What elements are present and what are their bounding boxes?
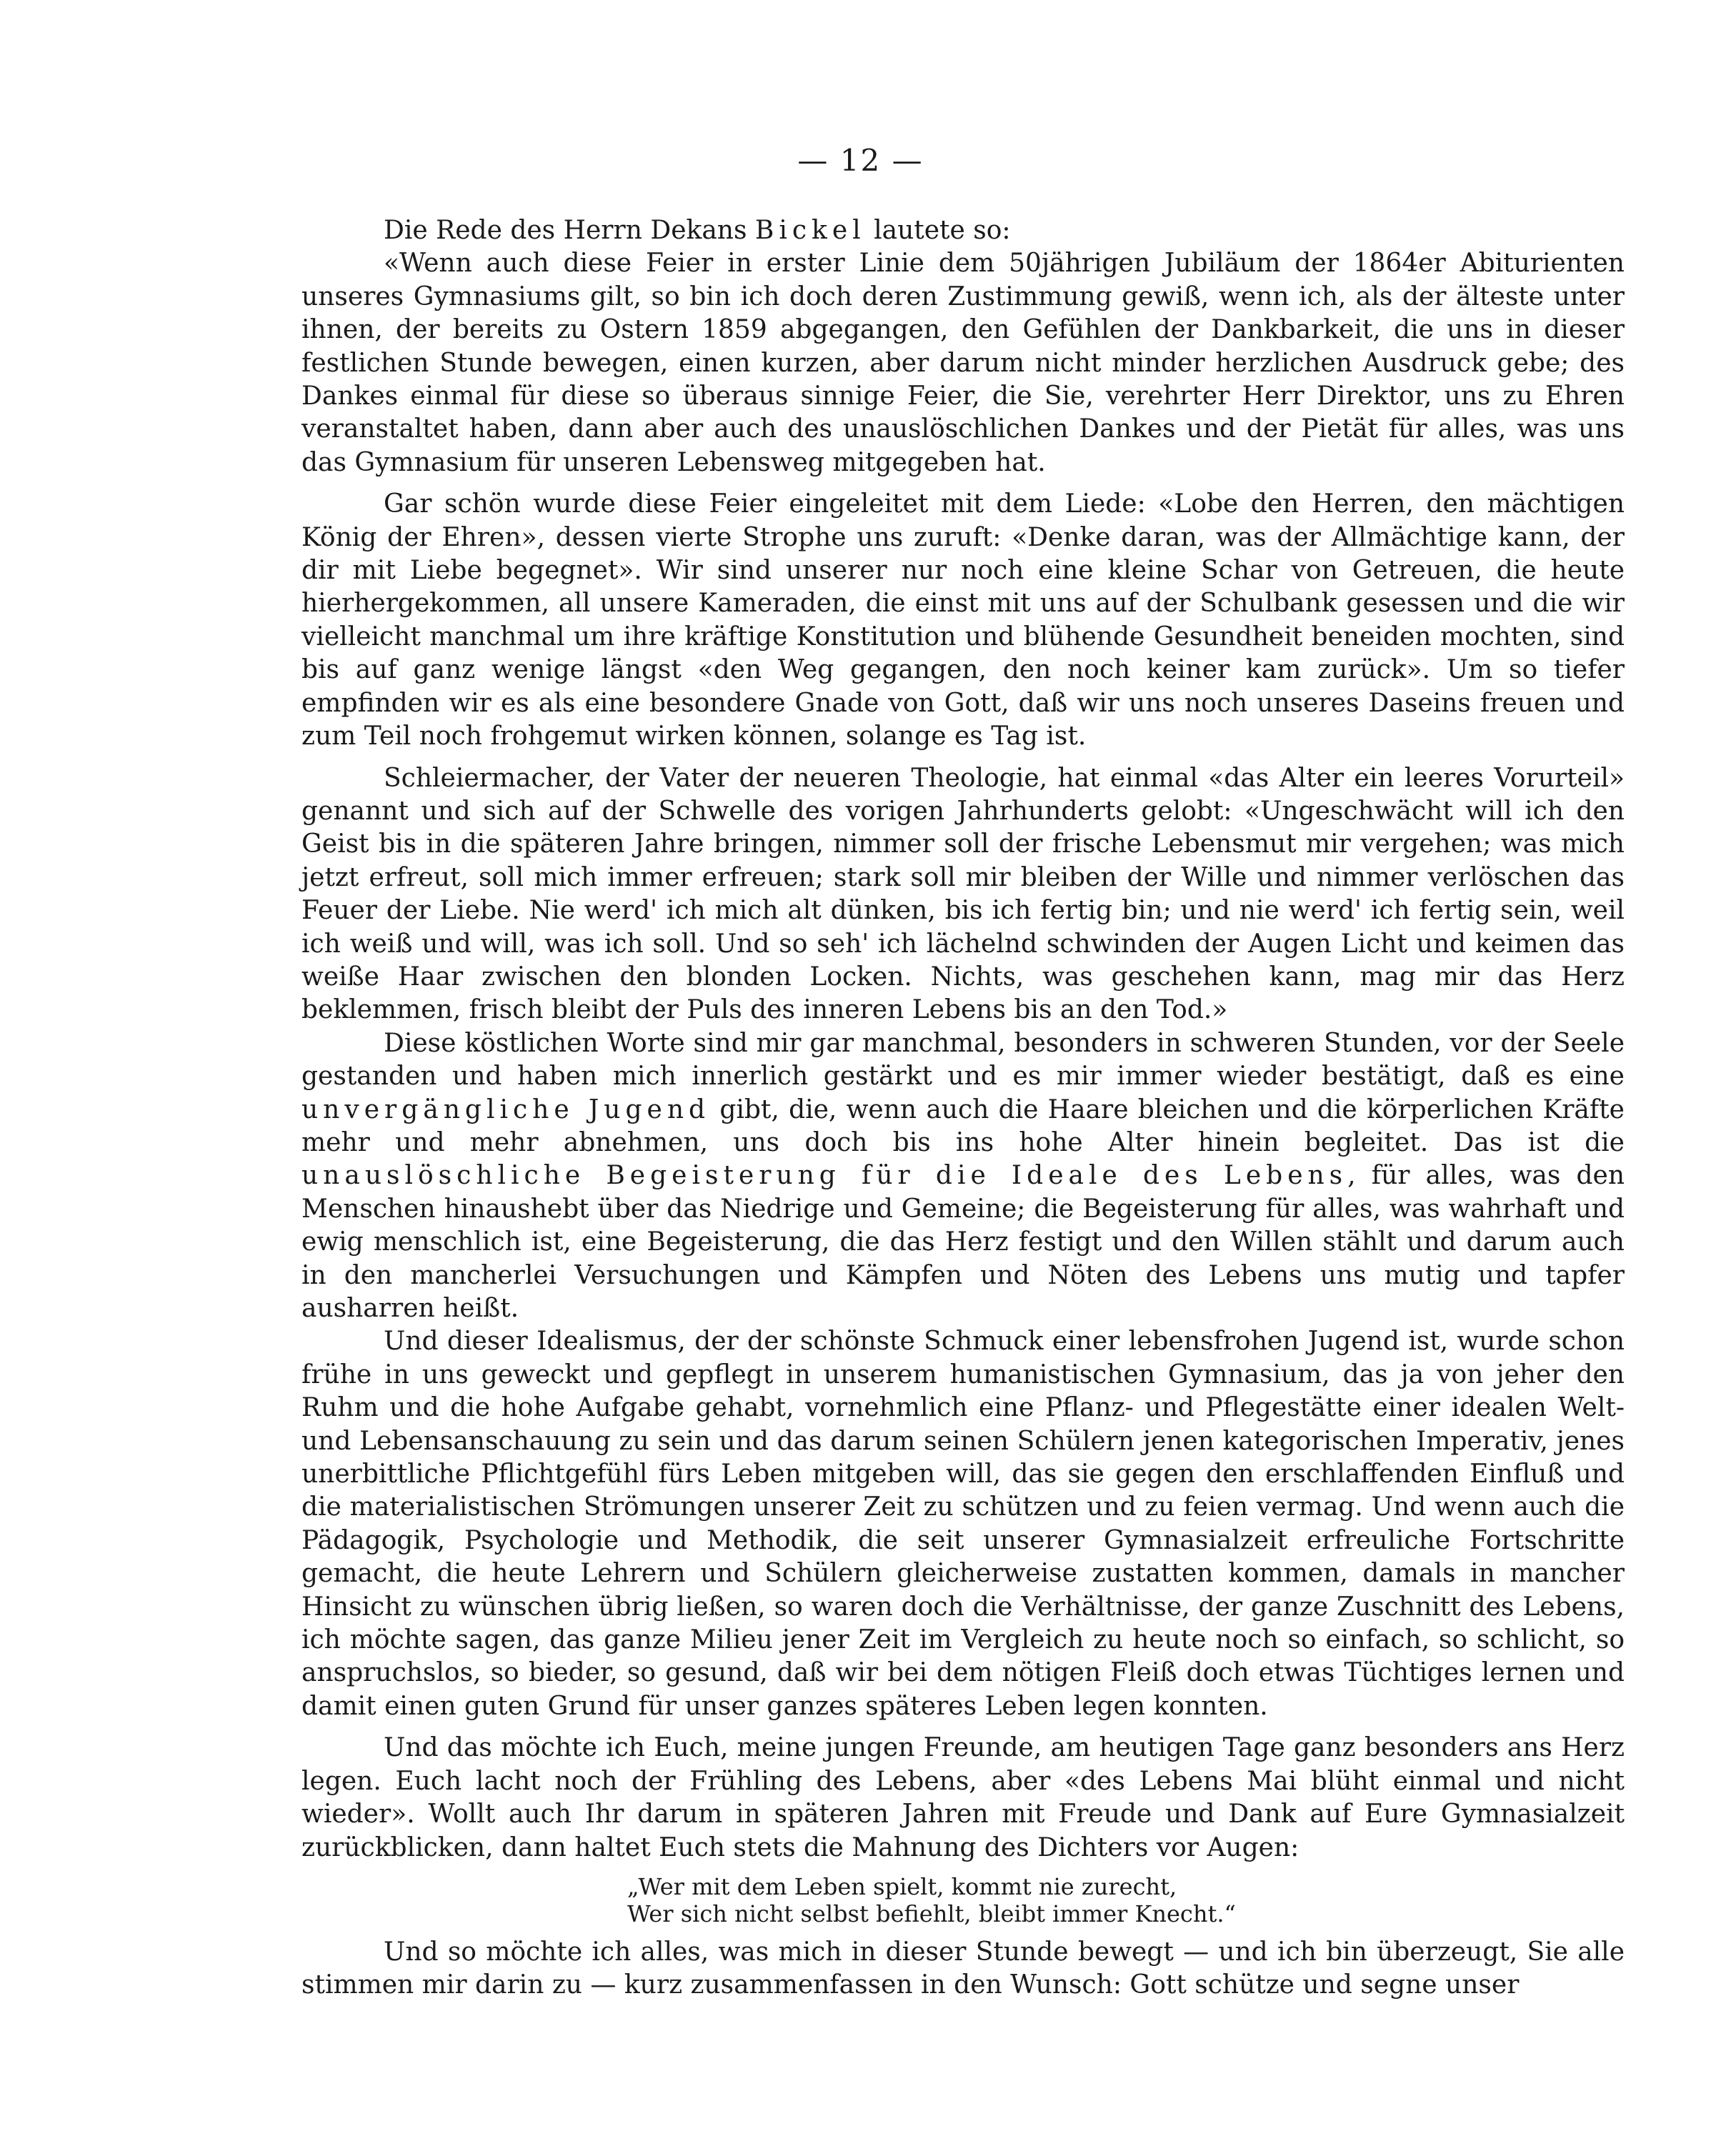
paragraph-5: Und dieser Idealismus, der der schönste Schmuck einer lebensfrohen Jugend ist, wurde schon frühe in uns geweckt und gepflegt in unserem humanistischen Gymnasium, das ja von jeher den Ruhm und die hohe Aufgabe gehabt, vornehmlich eine Pflanz- und Pflegestätte einer idealen Welt- und Lebensanschauung zu sein und das darum seinen Schülern jenen kategorischen Imperativ, jenes unerbittliche Pflichtgefühl fürs Leben mitgeben will, das sie gegen den erschlaffenden Einfluß und die materialistischen Strömungen unserer Zeit zu schützen und zu feien vermag. Und wenn auch die Pädagogik, Psychologie und Methodik, die seit unserer Gymnasialzeit erfreuliche Fortschritte gemacht, die heute Lehrern und Schülern gleicherweise zustatten kommen, damals in mancher Hinsicht zu wünschen übrig ließen, so waren doch die Verhältnisse, der ganze Zuschnitt des Lebens, ich möchte sagen, das ganze Milieu jener Zeit im Vergleich zu heute noch so einfach, so schlicht, so anspruchslos, so bieder, so gesund, daß wir bei dem nötigen Fleiß doch etwas Tüchtiges lernen und damit einen guten Grund für unser ganzes späteres Leben legen konnten. — [301, 1327, 1625, 1721]
paragraph-1: «Wenn auch diese Feier in erster Linie dem 50jährigen Jubiläum der 1864er Abiturienten unseres Gymnasiums gilt, so bin ich doch deren Zustimmung gewiß, wenn ich, als der älteste unter ihnen, der bereits zu Ostern 1859 abgegangen, den Gefühlen der Dankbarkeit, die uns in dieser festlichen Stunde bewegen, einen kurzen, aber darum nicht minder herzlichen Ausdruck gebe; des Dankes einmal für diese so überaus sinnige Feier, die Sie, verehrter Herr Direktor, uns zu Ehren veranstaltet haben, dann aber auch des unauslöschlichen Dankes und der Pietät für alles, was uns das Gymnasium für unseren Lebensweg mitgegeben hat. — [301, 249, 1625, 477]
quote-line-1: „Wer mit dem Leben spielt, kommt nie zurecht, — [627, 1872, 1177, 1900]
paragraph-7: Und so möchte ich alles, was mich in dieser Stunde bewegt — und ich bin überzeugt, Sie alle stimmen mir darin zu — kurz zusammenfassen in den Wunsch: Gott schütze und segne unser — [301, 1937, 1625, 2000]
quote-line-2: Wer sich nicht selbst befiehlt, bleibt immer Knecht.“ — [627, 1900, 1236, 1927]
p4-part-e: , für alles, was den Menschen hinaushebt über das Niedrige und Gemeine; die Begeisterung für alles, was wahrhaft und ewig menschlich ist, eine Begeisterung, die das Herz festigt und den Willen stählt und darum auch in den mancherlei Versuchungen und Kämpfen und Nöten des Lebens uns mutig und tapfer ausharren heißt. — [301, 1161, 1625, 1323]
intro-before: Die Rede des Herrn Dekans — [384, 216, 755, 245]
paragraph-2: Gar schön wurde diese Feier eingeleitet mit dem Liede: «Lobe den Herren, den mächtigen König der Ehren», dessen vierte Strophe uns zuruft: «Denke daran, was der Allmächtige kann, der dir mit Liebe begegnet». Wir sind unserer nur noch eine kleine Schar von Getreuen, die heute hierhergekommen, all unsere Kameraden, die einst mit uns auf der Schulbank gesessen und die wir vielleicht manchmal um ihre kräftige Konstitution und blühende Gesundheit beneiden mochten, sind bis auf ganz wenige längst «den Weg gegangen, den noch keiner kam zurück». Um so tiefer empfinden wir es als eine besondere Gnade von Gott, daß wir uns noch unseres Daseins freuen und zum Teil noch frohgemut wirken können, solange es Tag ist. — [301, 489, 1625, 752]
paragraph-4 — [301, 1027, 1625, 1326]
paragraph-3: Schleiermacher, der Vater der neueren Theologie, hat einmal «das Alter ein leeres Vorurteil» genannt und sich auf der Schwelle des vorigen Jahrhunderts gelobt: «Ungeschwächt will ich den Geist bis in die späteren Jahre bringen, nimmer soll der frische Lebensmut mir vergehen; was mich jetzt erfreut, soll mich immer erfreuen; stark soll mir bleiben der Wille und nimmer verlöschen das Feuer der Liebe. Nie werd' ich mich alt dünken, bis ich fertig bin; und nie werd' ich fertig sein, weil ich weiß und will, was ich soll. Und so seh' ich lächelnd schwinden der Augen Licht und keimen das weiße Haar zwischen den blonden Locken. Nichts, was geschehen kann, mag mir das Herz beklemmen, frisch bleibt der Puls des inneren Lebens bis an den Tod.» — [301, 763, 1625, 1025]
page-number: — 12 — — [797, 143, 924, 178]
paragraph-6: Und das möchte ich Euch, meine jungen Freunde, am heutigen Tage ganz besonders ans Herz legen. Euch lacht noch der Frühling des Lebens, aber «des Lebens Mai blüht einmal und nicht wieder». Wollt auch Ihr darum in späteren Jahren mit Freude und Dank auf Eure Gymnasialzeit zurückblicken, dann haltet Euch stets die Mahnung des Dichters vor Augen: — [301, 1733, 1625, 1862]
emphasis-unvergaengliche-jugend: unvergängliche Jugend — [301, 1094, 711, 1124]
body-text — [301, 214, 1625, 2002]
p4-part-c: gibt, die, wenn auch die Haare bleichen und die körperlichen Kräfte mehr und mehr abnehmen, uns doch bis ins hohe Alter hinein begleitet. Das ist die — [301, 1094, 1625, 1157]
poem-quote — [627, 1873, 1625, 1927]
speaker-name: Bickel — [754, 216, 866, 245]
emphasis-begeisterung: unauslöschliche Begeisterung für die Ideale des Lebens — [301, 1161, 1348, 1191]
p4-part-a: Diese köstlichen Worte sind mir gar manchmal, besonders in schweren Stunden, vor der Seele gestanden und haben mich innerlich gestärkt und es mir immer wieder bestätigt, daß es eine — [301, 1028, 1625, 1092]
intro-paragraph — [301, 214, 1625, 247]
intro-after: lautete so: — [865, 216, 1011, 245]
